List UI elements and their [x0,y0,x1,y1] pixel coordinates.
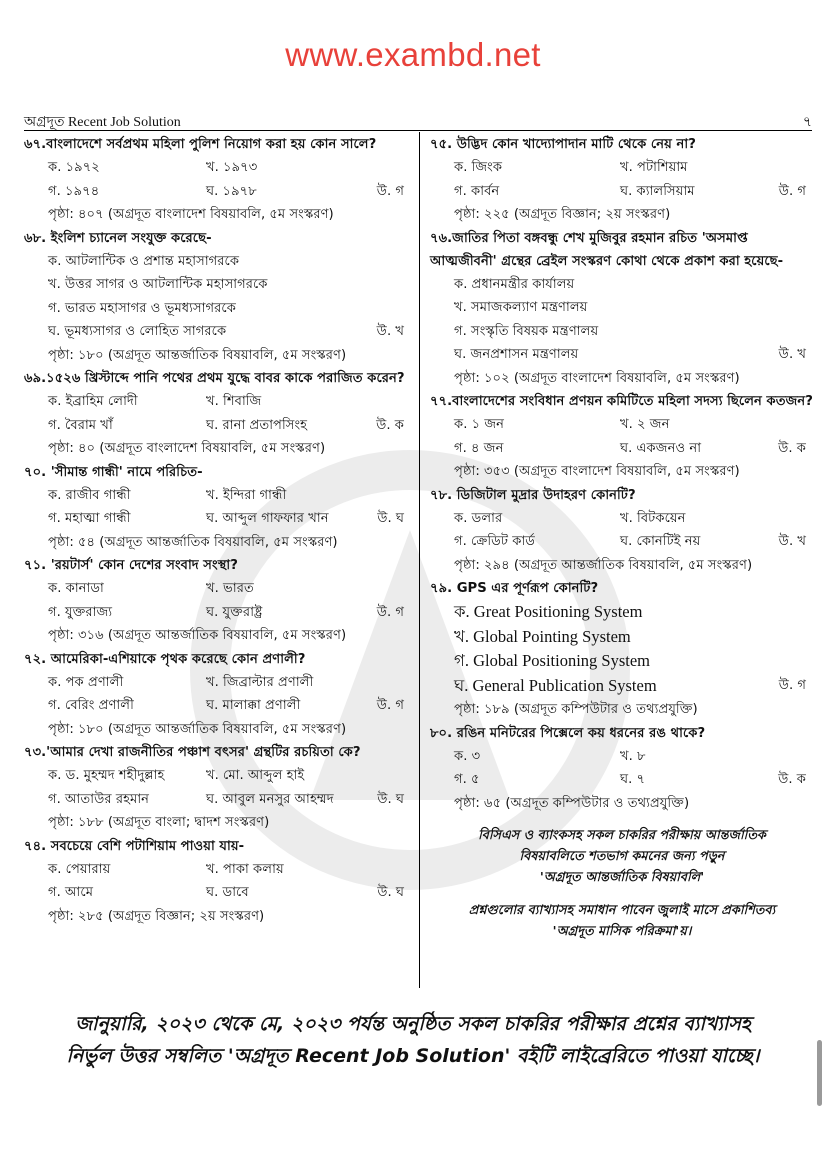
option: ঘ. একজনও না [620,440,702,456]
question-text: ৬৮. ইংলিশ চ্যানেল সংযুক্ত করেছে- [24,230,212,246]
option-row [430,437,814,461]
option-row [430,413,814,437]
option: গ. ৪ জন [454,440,504,456]
promo-note [430,900,814,942]
option: গ. আমে [48,885,94,900]
option-row [24,577,412,601]
question-text: ৭৩.'আমার দেখা রাজনীতির পঞ্চাশ বৎসর' গ্রন্থটির রচয়িতা কে? [24,745,361,760]
page-reference: পৃষ্ঠা: ১৮০ (অগ্রদূত আন্তর্জাতিক বিষয়াবলি, ৫ম সংস্করণ) [48,721,347,737]
question-block [24,461,412,555]
option: খ. জিব্রাল্টার প্রণালী [206,674,314,690]
option: খ. Global Pointing System [454,626,631,646]
page-reference: পৃষ্ঠা: ৩১৬ (অগ্রদূত আন্তর্জাতিক বিষয়াবলি, ৫ম সংস্করণ) [48,628,347,643]
option: খ. ইন্দিরা গান্ধী [206,487,287,503]
answer: উ. ঘ [377,885,404,900]
running-head [24,108,812,131]
option: ক. কানাডা [48,581,104,596]
option-row [430,745,814,769]
option: ঘ. কোনটিই নয় [620,534,701,549]
option-row [24,320,412,344]
option: ক. আটলান্টিক ও প্রশান্ত মহাসাগরকে [48,253,240,269]
option: খ. পাকা কলায় [206,861,284,877]
option: গ. যুক্তরাজ্য [48,604,113,620]
option: ঘ. রানা প্রতাপসিংহ [206,417,308,433]
option: ঘ. ডাবে [206,885,249,900]
answer: উ. গ [376,604,404,620]
option-row [430,180,814,204]
answer: উ. গ [376,183,404,199]
option: খ. সমাজকল্যাণ মন্ত্রণালয় [454,300,588,315]
question-text: ৮০. রঙিন মনিটরের পিক্সেলে কয় ধরনের রঙ থাকে? [430,725,706,741]
page-reference: পৃষ্ঠা: ২৯৪ (অগ্রদূত আন্তর্জাতিক বিষয়াবলি, ৫ম সংস্করণ) [454,557,753,573]
option: ক. ড. মুহম্মদ শহীদুল্লাহ [48,768,165,783]
option: গ. আতাউর রহমান [48,791,150,807]
question-block [24,648,412,742]
question-block [24,133,412,227]
option-row [24,180,412,204]
question-text: ৭০. 'সীমান্ত গান্ধী' নামে পরিচিত- [24,464,203,480]
running-head-title: অগ্রদূত Recent Job Solution [24,115,181,130]
page-reference: পৃষ্ঠা: ৪০৭ (অগ্রদূত বাংলাদেশ বিষয়াবলি, ৫ম সংস্করণ) [48,207,334,222]
answer: উ. ঘ [377,791,404,807]
question-text: ৭৫. উদ্ভিদ কোন খাদ্যোপাদান মাটি থেকে নেয় না? [430,137,696,152]
question-block [430,577,814,722]
option-row [24,671,412,695]
option-row [430,156,814,180]
option-row [430,768,814,792]
option: খ. ৮ [620,748,646,764]
option: খ. ভারত [206,581,254,596]
page-reference: পৃষ্ঠা: ১৮০ (অগ্রদূত আন্তর্জাতিক বিষয়াবলি, ৫ম সংস্করণ) [48,347,347,363]
question-block [430,722,814,816]
option: গ. কার্বন [454,183,500,199]
option: গ. ১৯৭৪ [48,183,100,199]
page-reference: পৃষ্ঠা: ৪০ (অগ্রদূত বাংলাদেশ বিষয়াবলি, ৫ম সংস্করণ) [48,441,326,456]
answer: উ. ক [778,772,806,787]
option: ঘ. আবুল মনসুর আহম্মদ [206,791,334,807]
question-block [430,390,814,484]
page-reference: পৃষ্ঠা: ৩৫৩ (অগ্রদূত বাংলাদেশ বিষয়াবলি, ৫ম সংস্করণ) [454,464,740,479]
option: গ. ক্রেডিট কার্ড [454,534,536,549]
page-reference: পৃষ্ঠা: ১০২ (অগ্রদূত বাংলাদেশ বিষয়াবলি, ৫ম সংস্করণ) [454,370,740,386]
option: গ. মহাত্মা গান্ধী [48,511,131,526]
option: ঘ. জনপ্রশাসন মন্ত্রণালয় [454,347,579,362]
option-row [24,484,412,508]
page-reference: পৃষ্ঠা: ৬৫ (অগ্রদূত কম্পিউটার ও তথ্যপ্রযুক্তি) [454,795,690,811]
question-text: ৭৪. সবচেয়ে বেশি পটাশিয়াম পাওয়া যায়- [24,838,245,854]
option: ঘ. ৭ [620,772,646,787]
option: খ. উত্তর সাগর ও আটলান্টিক মহাসাগরকে [48,277,268,292]
option: ঘ. General Publication System [454,675,657,695]
option: খ. পটাশিয়াম [620,160,688,175]
answer: উ. ক [376,417,404,433]
question-block [24,835,412,929]
answer: উ. খ [376,324,404,339]
answer: উ. ক [778,440,806,456]
option: ঘ. ভূমধ্যসাগর ও লোহিত সাগরকে [48,324,227,339]
option: খ. ২ জন [620,417,670,432]
promo-note-line: 'অগ্রদূত আন্তর্জাতিক বিষয়াবলি' [539,870,705,885]
question-block [24,227,412,368]
question-block [24,741,412,835]
option-row [24,414,412,438]
page-reference: পৃষ্ঠা: ২৮৫ (অগ্রদূত বিজ্ঞান; ২য় সংস্করণ) [48,908,265,924]
scrollbar[interactable] [817,1040,822,1106]
option: ঘ. মালাক্কা প্রণালী [206,698,301,713]
question-text: ৭১. 'রয়টার্স' কোন দেশের সংবাদ সংস্থা? [24,558,238,573]
page-reference: পৃষ্ঠা: ১৮৯ (অগ্রদূত কম্পিউটার ও তথ্যপ্রযুক্তি) [454,702,698,717]
option: খ. মো. আব্দুল হাই [206,768,305,783]
column-divider [419,132,420,988]
answer: উ. খ [778,347,806,362]
question-text: ৭৯. GPS এর পূর্ণরূপ কোনটি? [430,581,599,596]
left-column [24,133,412,928]
option: ক. Great Positioning System [454,602,643,621]
answer: উ. গ [376,698,404,713]
option-row [430,507,814,531]
footer-promo [0,1008,826,1072]
promo-note-line: প্রশ্নগুলোর ব্যাখ্যাসহ সমাধান পাবেন জুলাই মাসে প্রকাশিতব্য [468,903,776,918]
option-row [24,601,412,625]
site-url: www.exambd.net [285,36,541,73]
option-row [24,764,412,788]
option-row [24,156,412,180]
answer: উ. ঘ [377,511,404,526]
option: ক. ৩ [454,748,481,764]
answer: উ. গ [778,183,806,199]
option: ঘ. আব্দুল গাফফার খান [206,511,329,526]
question-text: ৭৭.বাংলাদেশের সংবিধান প্রণয়ন কমিটিতে মহিলা সদস্য ছিলেন কতজন? [430,394,813,409]
option: ক. জিংক [454,160,503,175]
option: গ. ভারত মহাসাগর ও ভূমধ্যসাগরকে [48,300,236,316]
option: ঘ. যুক্তরাষ্ট্র [206,604,263,620]
promo-note-line: বিসিএস ও ব্যাংকসহ সকল চাকরির পরীক্ষায় আন্তর্জাতিক [478,828,766,843]
option-row [430,674,814,699]
option: খ. ১৯৭৩ [206,160,258,175]
option-row [24,788,412,812]
option: ঘ. ক্যালসিয়াম [620,183,695,199]
footer-line: জানুয়ারি, ২০২৩ থেকে মে, ২০২৩ পর্যন্ত অনুষ্ঠিত সকল চাকরির পরীক্ষার প্রশ্নের ব্যাখ্যাসহ [75,1013,751,1035]
option: গ. ৫ [454,772,480,787]
answer: উ. গ [778,677,806,693]
question-block [430,133,814,227]
option-row [430,530,814,554]
question-text: ৭৮. ডিজিটাল মুদ্রার উদাহরণ কোনটি? [430,487,636,503]
option: ক. ডলার [454,510,503,526]
option: ঘ. ১৯৭৮ [206,183,257,199]
option: ক. ১৯৭২ [48,160,100,175]
option: ক. পেয়ারায় [48,861,111,877]
option-row [24,694,412,718]
option: গ. বেরিং প্রণালী [48,698,134,713]
option: গ. সংস্কৃতি বিষয়ক মন্ত্রণালয় [454,323,599,339]
option: ক. ইব্রাহিম লোদী [48,394,138,409]
page-reference: পৃষ্ঠা: ৫৪ (অগ্রদূত আন্তর্জাতিক বিষয়াবলি, ৫ম সংস্করণ) [48,534,338,550]
option: গ. বৈরাম খাঁ [48,417,113,433]
option: ক. পক প্রণালী [48,674,124,690]
promo-note [430,825,814,888]
option-row [24,881,412,905]
question-block [24,554,412,648]
option: খ. বিটকয়েন [620,510,686,526]
question-text: ৭২. আমেরিকা-এশিয়াকে পৃথক করেছে কোন প্রণালী? [24,651,306,667]
page-reference: পৃষ্ঠা: ২২৫ (অগ্রদূত বিজ্ঞান; ২য় সংস্করণ) [454,207,671,222]
question-text: ৭৬.জাতির পিতা বঙ্গবন্ধু শেখ মুজিবুর রহমান রচিত 'অসমাপ্ত আত্মজীবনী' গ্রন্থের ব্রেইল সংস্করণ কোথা থেকে প্রকাশ করা হয়েছে- [430,230,784,269]
question-block [430,227,814,391]
option-row [24,858,412,882]
promo-note-line: বিষয়াবলিতে শতভাগ কমনের জন্য পড়ুন [519,849,725,864]
right-column [430,133,814,942]
option: ক. রাজীব গান্ধী [48,487,131,503]
page-reference: পৃষ্ঠা: ১৮৮ (অগ্রদূত বাংলা; দ্বাদশ সংস্করণ) [48,815,270,830]
option-row [430,343,814,367]
question-block [430,484,814,578]
page-number: ৭ [802,115,812,130]
option-row [24,507,412,531]
option: খ. শিবাজি [206,394,262,409]
option: ক. প্রধানমন্ত্রীর কার্যালয় [454,276,575,292]
option: ক. ১ জন [454,417,505,432]
question-text: ৬৯.১৫২৬ খ্রিস্টাব্দে পানি পথের প্রথম যুদ্ধে বাবর কাকে পরাজিত করেন? [24,371,405,386]
promo-note-line: 'অগ্রদূত মাসিক পরিক্রমা'য়। [552,924,692,939]
answer: উ. খ [778,534,806,549]
question-text: ৬৭.বাংলাদেশে সর্বপ্রথম মহিলা পুলিশ নিয়োগ করা হয় কোন সালে? [24,137,377,152]
option: গ. Global Positioning System [454,651,650,670]
footer-line: নির্ভুল উত্তর সম্বলিত 'অগ্রদূত Recent Job Solution' বইটি লাইব্রেরিতে পাওয়া যাচ্ছে। [66,1045,760,1067]
option-row [24,390,412,414]
question-block [24,367,412,461]
